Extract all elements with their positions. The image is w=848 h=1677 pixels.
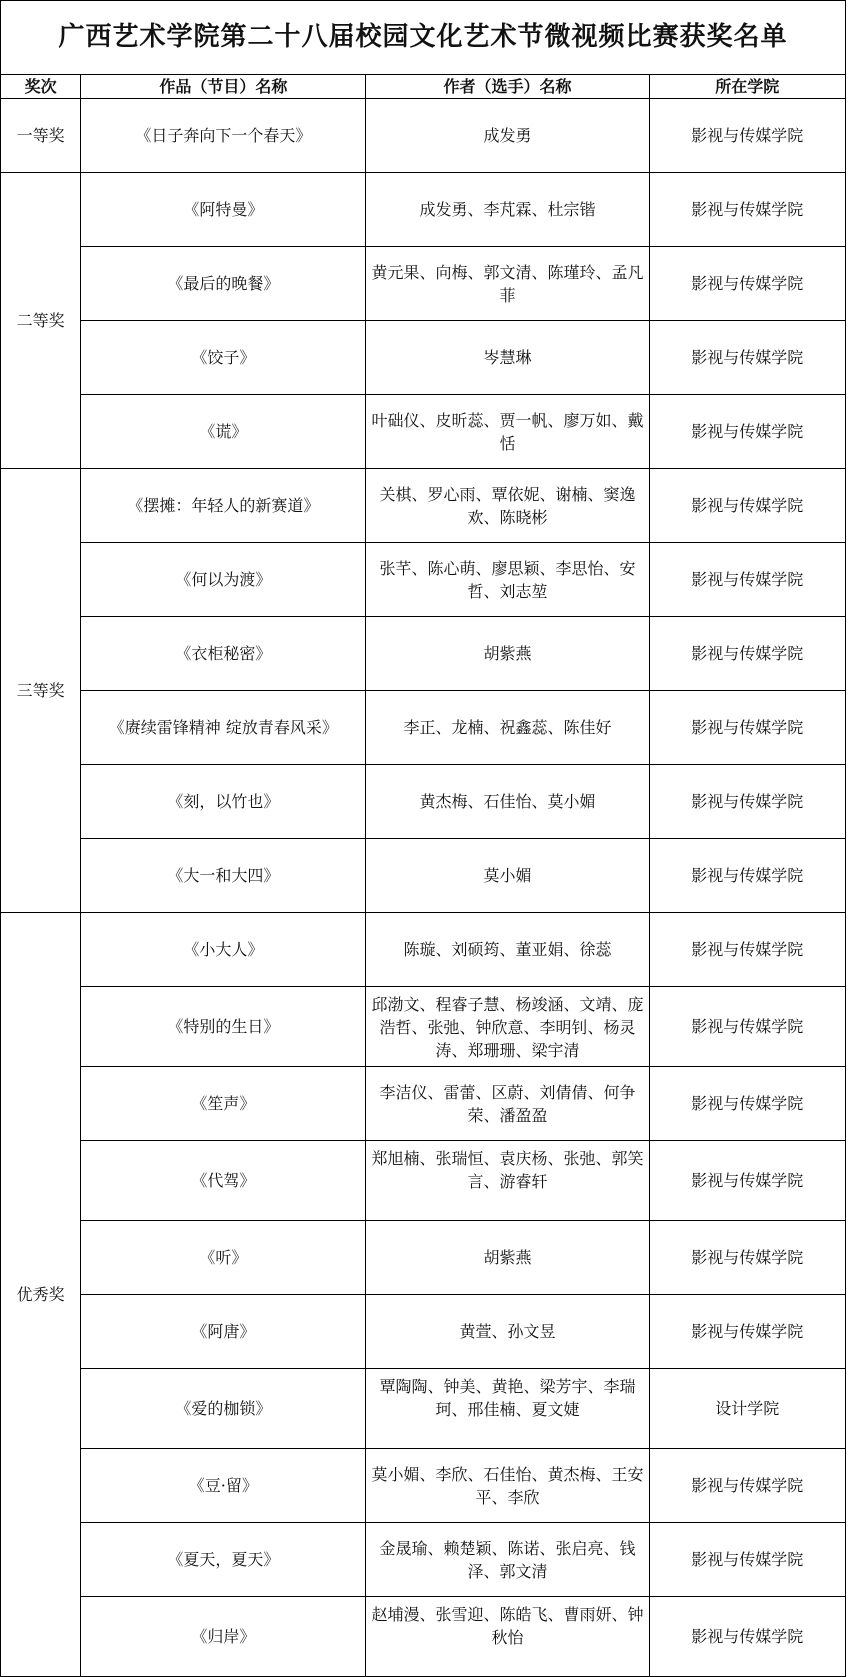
header-award: 奖次 [1, 75, 81, 99]
work-title-cell: 《小大人》 [81, 913, 366, 987]
author-cell: 胡紫燕 [366, 617, 649, 691]
college-cell: 影视与传媒学院 [649, 1597, 846, 1677]
work-title-cell: 《刻，以竹也》 [81, 765, 366, 839]
author-cell: 莫小媚 [366, 839, 649, 913]
author-cell: 郑旭楠、张瑞恒、袁庆杨、张弛、郭笑言、游睿轩 [366, 1141, 649, 1221]
work-title-cell: 《爱的枷锁》 [81, 1369, 366, 1449]
college-cell: 影视与传媒学院 [649, 839, 846, 913]
table-row [1, 691, 846, 765]
author-cell: 赵埔漫、张雪迎、陈皓飞、曹雨妍、钟秋怡 [366, 1597, 649, 1677]
table-row [1, 987, 846, 1067]
college-cell: 影视与传媒学院 [649, 1449, 846, 1523]
author-cell: 邱渤文、程睿子慧、杨竣涵、文靖、庞浩哲、张弛、钟欣意、李明钊、杨灵涛、郑珊珊、梁宇清 [366, 987, 649, 1067]
author-cell: 成发勇、李芃霖、杜宗锴 [366, 173, 649, 247]
table-row [1, 469, 846, 543]
author-cell: 黄元果、向梅、郭文清、陈瑾玲、孟凡菲 [366, 247, 649, 321]
table-row [1, 247, 846, 321]
header-work: 作品（节目）名称 [81, 75, 366, 99]
author-cell: 胡紫燕 [366, 1221, 649, 1295]
table-row [1, 913, 846, 987]
college-cell: 影视与传媒学院 [649, 99, 846, 173]
award-level-cell: 二等奖 [1, 173, 81, 469]
award-level-cell: 优秀奖 [1, 913, 81, 1677]
work-title-cell: 《赓续雷锋精神 绽放青春风采》 [81, 691, 366, 765]
table-body [1, 99, 846, 1677]
table-row [1, 1597, 846, 1677]
author-cell: 张芊、陈心萌、廖思颖、李思怡、安哲、刘志堃 [366, 543, 649, 617]
table-row [1, 1523, 846, 1597]
college-cell: 影视与传媒学院 [649, 173, 846, 247]
work-title-cell: 《日子奔向下一个春天》 [81, 99, 366, 173]
author-cell: 李正、龙楠、祝鑫蕊、陈佳好 [366, 691, 649, 765]
college-cell: 影视与传媒学院 [649, 321, 846, 395]
award-level-cell: 三等奖 [1, 469, 81, 913]
document-title: 广西艺术学院第二十八届校园文化艺术节微视频比赛获奖名单 [1, 1, 846, 75]
college-cell: 影视与传媒学院 [649, 1523, 846, 1597]
table-row [1, 617, 846, 691]
college-cell: 设计学院 [649, 1369, 846, 1449]
work-title-cell: 《大一和大四》 [81, 839, 366, 913]
table-row [1, 839, 846, 913]
table-header-row [1, 75, 846, 99]
college-cell: 影视与传媒学院 [649, 247, 846, 321]
work-title-cell: 《阿唐》 [81, 1295, 366, 1369]
author-cell: 关棋、罗心雨、覃依妮、谢楠、窦逸欢、陈晓彬 [366, 469, 649, 543]
table-row [1, 1295, 846, 1369]
college-cell: 影视与传媒学院 [649, 1295, 846, 1369]
work-title-cell: 《豆·留》 [81, 1449, 366, 1523]
author-cell: 莫小媚、李欣、石佳怡、黄杰梅、王安平、李欣 [366, 1449, 649, 1523]
author-cell: 成发勇 [366, 99, 649, 173]
work-title-cell: 《特别的生日》 [81, 987, 366, 1067]
work-title-cell: 《饺子》 [81, 321, 366, 395]
author-cell: 叶础仪、皮昕蕊、贾一帆、廖万如、戴恬 [366, 395, 649, 469]
college-cell: 影视与传媒学院 [649, 1221, 846, 1295]
college-cell: 影视与传媒学院 [649, 543, 846, 617]
college-cell: 影视与传媒学院 [649, 913, 846, 987]
work-title-cell: 《笙声》 [81, 1067, 366, 1141]
college-cell: 影视与传媒学院 [649, 765, 846, 839]
table-row [1, 321, 846, 395]
table-row [1, 765, 846, 839]
college-cell: 影视与传媒学院 [649, 1067, 846, 1141]
work-title-cell: 《归岸》 [81, 1597, 366, 1677]
college-cell: 影视与传媒学院 [649, 1141, 846, 1221]
header-author: 作者（选手）名称 [366, 75, 649, 99]
table-row [1, 1141, 846, 1221]
table-row [1, 1221, 846, 1295]
table-row [1, 99, 846, 173]
table-row [1, 1369, 846, 1449]
table-row [1, 1067, 846, 1141]
college-cell: 影视与传媒学院 [649, 395, 846, 469]
table-row [1, 543, 846, 617]
work-title-cell: 《何以为渡》 [81, 543, 366, 617]
work-title-cell: 《摆摊：年轻人的新赛道》 [81, 469, 366, 543]
college-cell: 影视与传媒学院 [649, 987, 846, 1067]
author-cell: 黄杰梅、石佳怡、莫小媚 [366, 765, 649, 839]
college-cell: 影视与传媒学院 [649, 617, 846, 691]
work-title-cell: 《谎》 [81, 395, 366, 469]
author-cell: 岑慧琳 [366, 321, 649, 395]
work-title-cell: 《阿特曼》 [81, 173, 366, 247]
author-cell: 李洁仪、雷蕾、区蔚、刘倩倩、何争荣、潘盈盈 [366, 1067, 649, 1141]
award-level-cell: 一等奖 [1, 99, 81, 173]
college-cell: 影视与传媒学院 [649, 469, 846, 543]
table-row [1, 1449, 846, 1523]
work-title-cell: 《听》 [81, 1221, 366, 1295]
author-cell: 陈璇、刘硕筠、董亚娟、徐蕊 [366, 913, 649, 987]
author-cell: 覃陶陶、钟美、黄艳、梁芳宇、李瑞珂、邢佳楠、夏文婕 [366, 1369, 649, 1449]
work-title-cell: 《夏天，夏天》 [81, 1523, 366, 1597]
table-row [1, 395, 846, 469]
header-college: 所在学院 [649, 75, 846, 99]
work-title-cell: 《最后的晚餐》 [81, 247, 366, 321]
table-row [1, 173, 846, 247]
author-cell: 黄萱、孙文昱 [366, 1295, 649, 1369]
work-title-cell: 《衣柜秘密》 [81, 617, 366, 691]
author-cell: 金晟瑜、赖楚颖、陈诺、张启亮、钱泽、郭文清 [366, 1523, 649, 1597]
work-title-cell: 《代驾》 [81, 1141, 366, 1221]
college-cell: 影视与传媒学院 [649, 691, 846, 765]
